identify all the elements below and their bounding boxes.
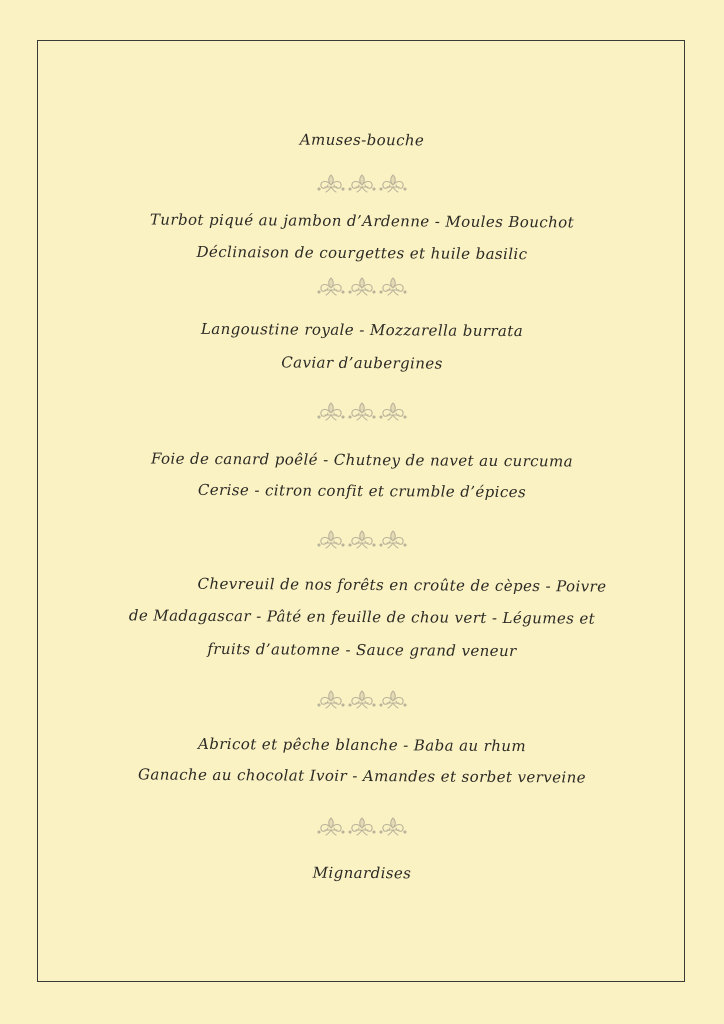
fleur-de-lis-trio-icon: [314, 275, 410, 297]
course-4-line-3: fruits d’automne - Sauce grand veneur: [207, 639, 517, 661]
fleur-de-lis-trio-icon: [314, 528, 410, 550]
course-1-line-2: Déclinaison de courgettes et huile basilic: [196, 242, 528, 264]
ornament-divider: [0, 688, 724, 710]
course-3-line-2: Cerise - citron confit et crumble d’épices: [197, 480, 527, 502]
course-2-line-2: Caviar d’aubergines: [281, 353, 443, 373]
ornament-divider: [0, 400, 724, 422]
fleur-de-lis-trio-icon: [314, 172, 410, 194]
course-5-line-1: Abricot et pêche blanche - Baba au rhum: [197, 734, 527, 756]
ornament-divider: [0, 528, 724, 550]
mignardises: Mignardises: [312, 863, 412, 883]
ornament-divider: [0, 172, 724, 194]
course-3-line-1: Foie de canard poêlé - Chutney de navet au curcuma: [150, 449, 574, 471]
course-5-line-2: Ganache au chocolat Ivoir - Amandes et sorbet verveine: [137, 765, 587, 787]
fleur-de-lis-trio-icon: [314, 815, 410, 837]
course-2-line-1: Langoustine royale - Mozzarella burrata: [200, 319, 524, 341]
amuse-bouche: Amuses-bouche: [299, 130, 425, 150]
ornament-divider: [0, 815, 724, 837]
fleur-de-lis-trio-icon: [314, 688, 410, 710]
fleur-de-lis-trio-icon: [314, 400, 410, 422]
course-4-line-2: de Madagascar - Pâté en feuille de chou vert - Légumes et: [128, 606, 596, 628]
course-4-line-1: Chevreuil de nos forêts en croûte de cèpes - Poivre: [197, 574, 607, 596]
course-1-line-1: Turbot piqué au jambon d’Ardenne - Moules Bouchot: [149, 210, 575, 232]
ornament-divider: [0, 275, 724, 297]
